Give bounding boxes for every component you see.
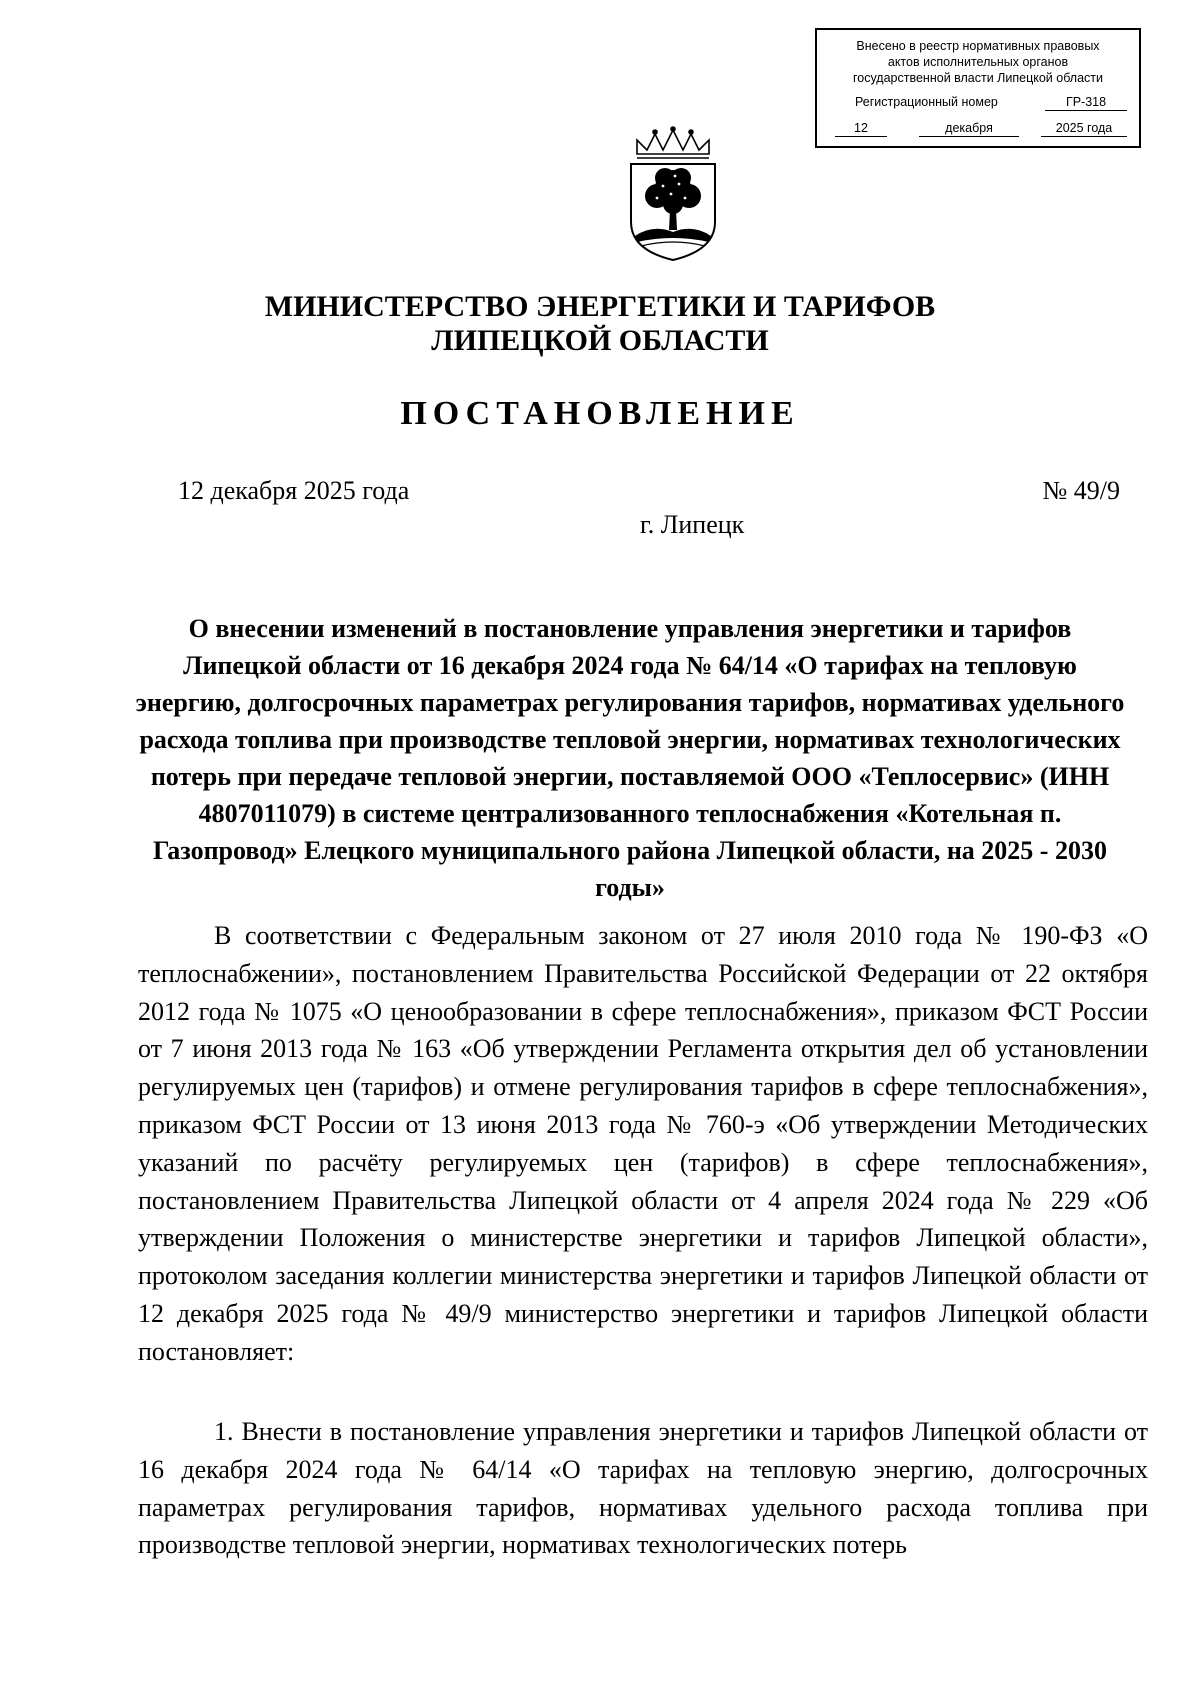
- stamp-reg-number: ГР-318: [1045, 94, 1127, 111]
- ministry-name: [0, 290, 1200, 358]
- stamp-month: декабря: [919, 120, 1019, 137]
- coat-of-arms-lipetsk-icon: [623, 126, 723, 262]
- stamp-line-1: Внесено в реестр нормативных правовых: [856, 39, 1100, 53]
- clause-1-paragraph: 1. Внести в постановление управления энергетики и тарифов Липецкой области от 16 декабря 2024 года № 64/14 «О тарифах на тепловую энергию, долгосрочных параметрах регулирования тарифов, нормативах удельного расхода топлива при производстве тепловой энергии, нормативах технологических потерь: [138, 1417, 1148, 1560]
- document-city: г. Липецк: [640, 510, 745, 539]
- stamp-line-2: актов исполнительных органов: [887, 55, 1069, 69]
- stamp-date-row: [827, 120, 1129, 138]
- preamble-paragraph: В соответствии с Федеральным законом от 27 июля 2010 года № 190-ФЗ «О теплоснабжении», постановлением Правительства Российской Федерации от 22 октября 2012 года № 1075 «О ценообразовании в сфере теплоснабжения», приказом ФСТ России от 7 июня 2013 года № 163 «Об утверждении Регламента открытия дел об установлении регулируемых цен (тарифов) и отмене регулирования тарифов в сфере теплоснабжения», приказом ФСТ России от 13 июня 2013 года № 760-э «Об утверждении Методических указаний по расчёту регулируемых цен (тарифов) в сфере теплоснабжения», постановлением Правительства Липецкой области от 4 апреля 2024 года № 229 «Об утверждении Положения о министерстве энергетики и тарифов Липецкой области», протоколом заседания коллегии министерства энергетики и тарифов Липецкой области от 12 декабря 2025 года № 49/9 министерство энергетики и тарифов Липецкой области постановляет:: [138, 921, 1148, 1366]
- ministry-name-line-2: ЛИПЕЦКОЙ ОБЛАСТИ: [431, 324, 769, 357]
- stamp-reg-row: [827, 94, 1129, 112]
- registry-stamp: [815, 28, 1141, 148]
- ministry-name-line-1: МИНИСТЕРСТВО ЭНЕРГЕТИКИ И ТАРИФОВ: [264, 290, 936, 323]
- stamp-year: 2025 года: [1041, 120, 1127, 137]
- stamp-day: 12: [835, 120, 887, 137]
- document-type: ПОСТАНОВЛЕНИЕ: [400, 395, 800, 432]
- document-title: О внесении изменений в постановление управления энергетики и тарифов Липецкой области от 16 декабря 2024 года № 64/14 «О тарифах на тепловую энергию, долгосрочных параметрах регулирования тарифов, нормативах удельного расхода топлива при производстве тепловой энергии, нормативах технологических потерь при передаче тепловой энергии, поставляемой ООО «Теплосервис» (ИНН 4807011079) в системе централизованного теплоснабжения «Котельная п. Газопровод» Елецкого муниципального района Липецкой области, на 2025 - 2030 годы»: [135, 614, 1125, 902]
- document-date: 12 декабря 2025 года: [178, 476, 410, 505]
- stamp-reg-label: Регистрационный номер: [855, 95, 998, 109]
- document-number: № 49/9: [1042, 476, 1120, 505]
- stamp-line-3: государственной власти Липецкой области: [852, 71, 1104, 85]
